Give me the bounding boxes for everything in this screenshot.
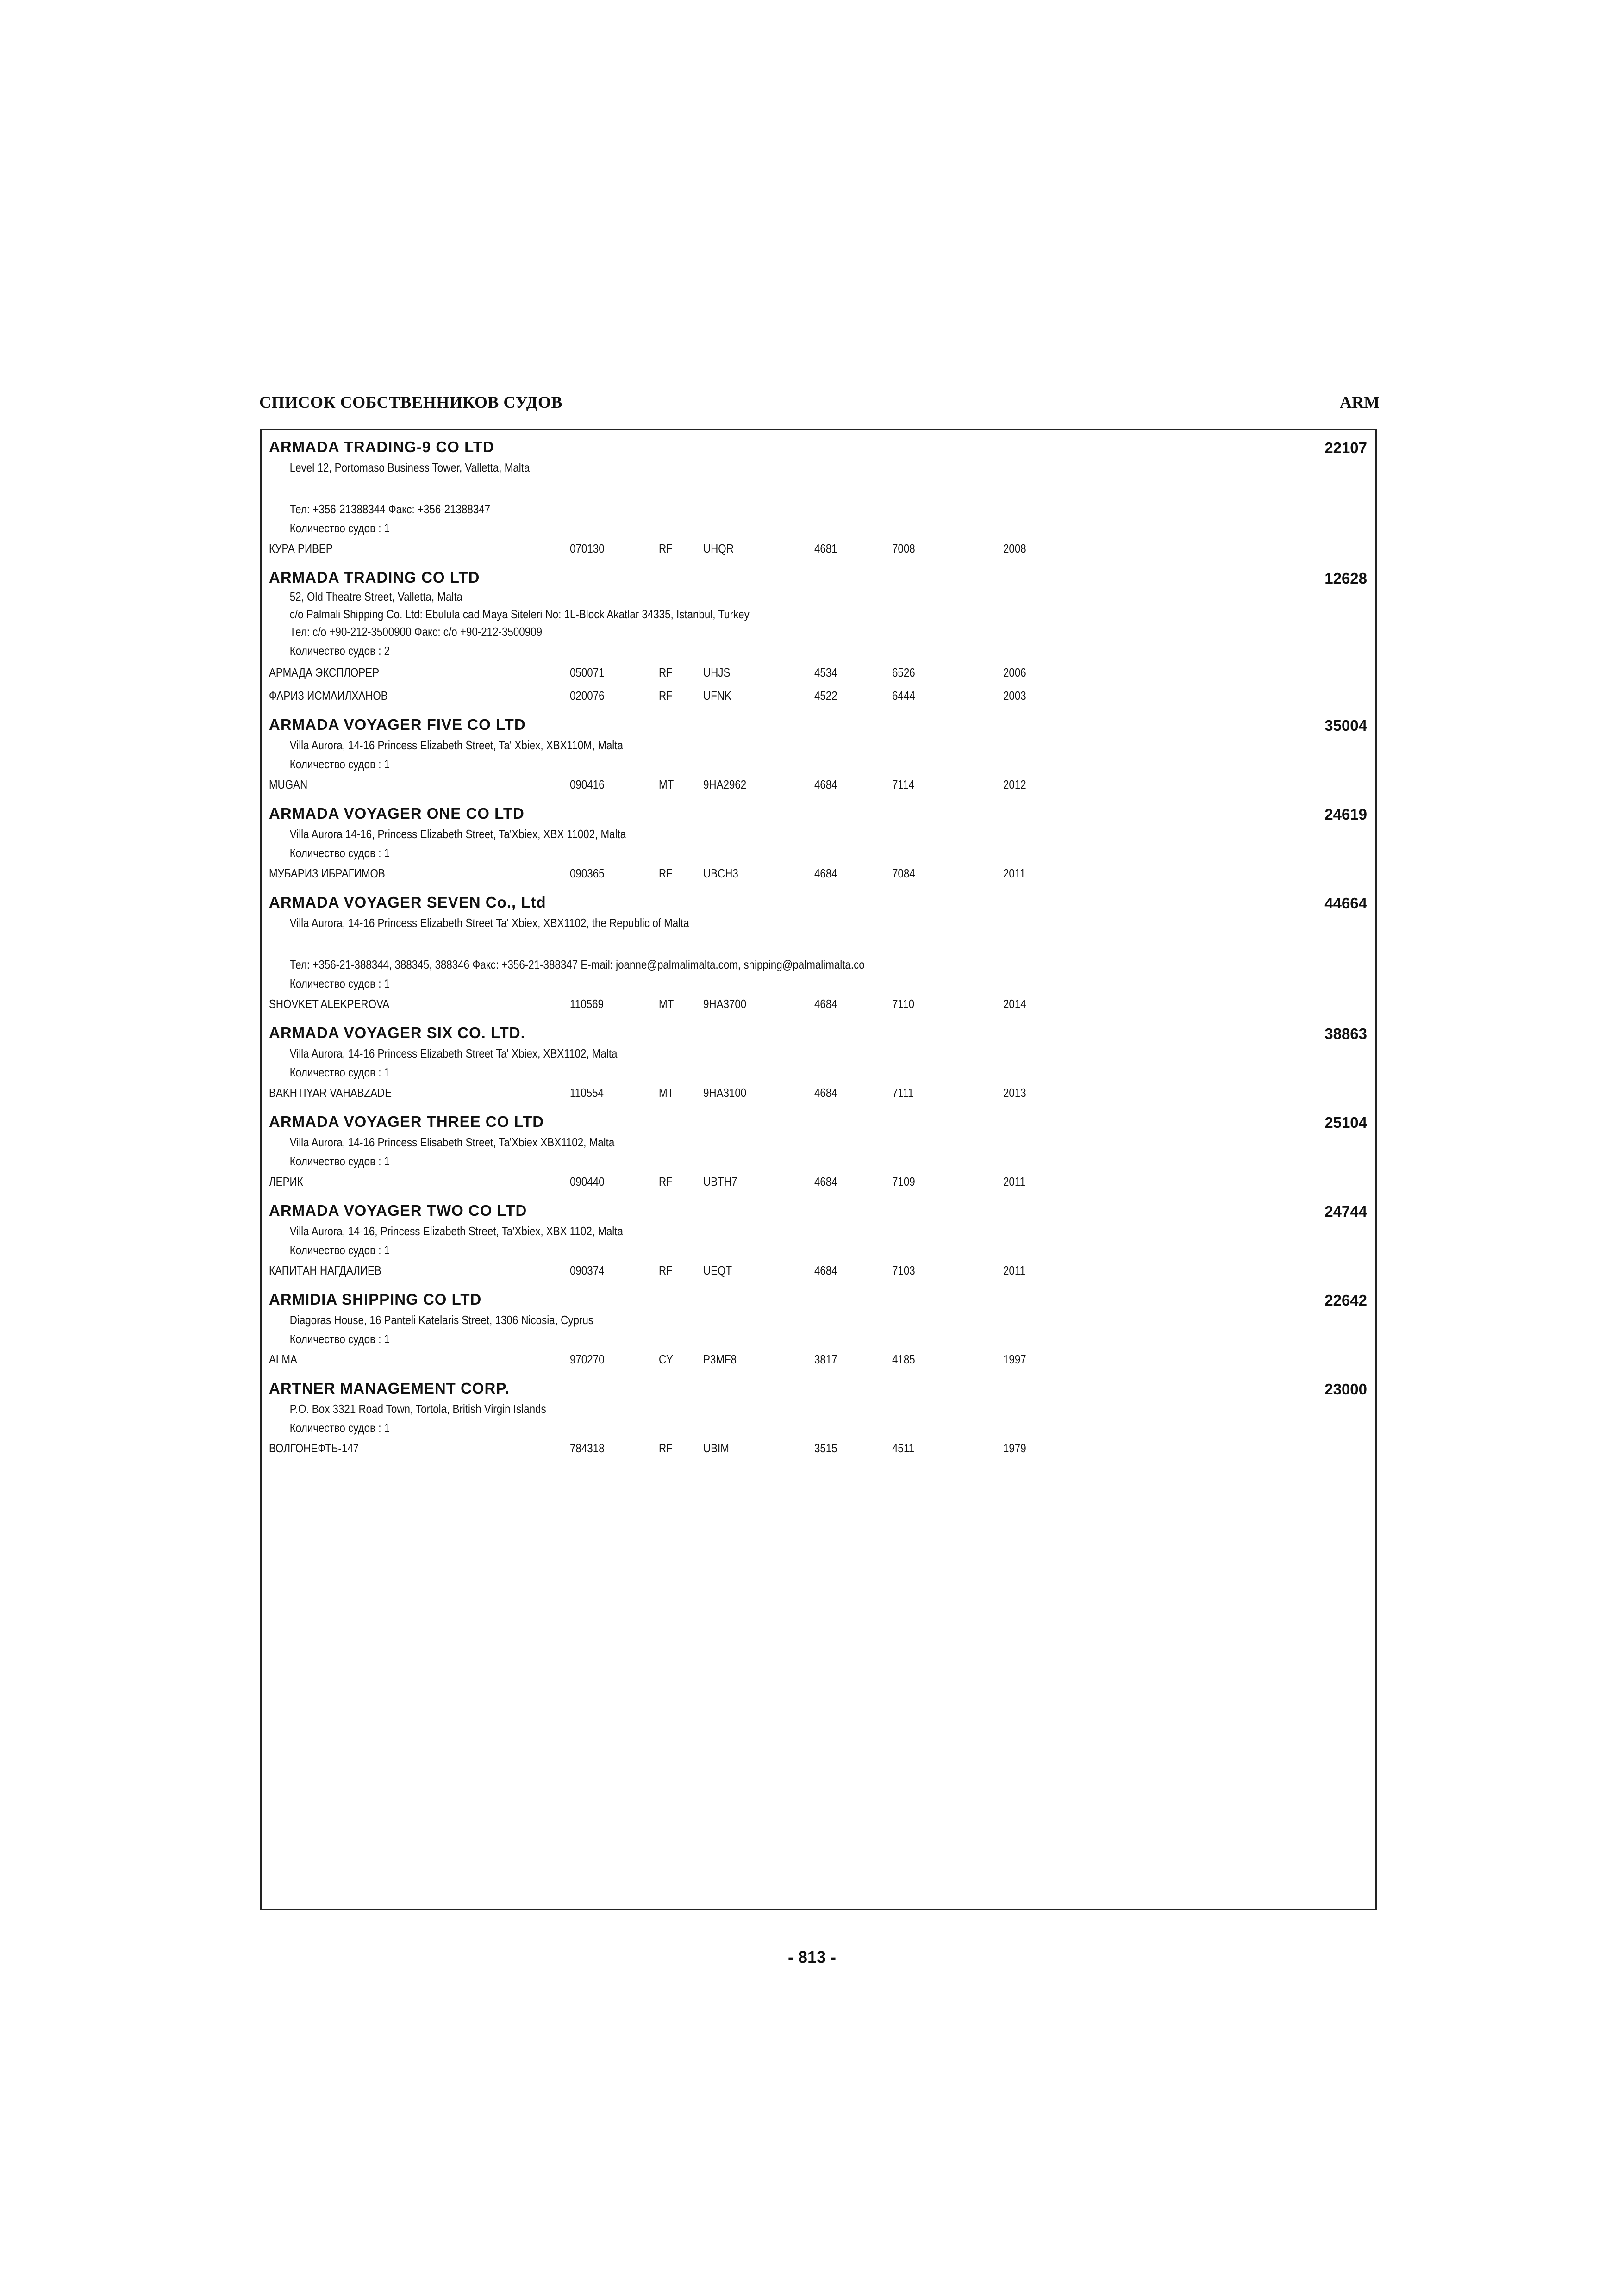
owner-name: ARMADA TRADING-9 CO LTD xyxy=(269,438,494,455)
vessel-gross-tonnage: 4684 xyxy=(814,1086,837,1100)
vessel-name: КАПИТАН НАГДАЛИЕВ xyxy=(269,1263,381,1277)
page-title: СПИСОК СОБСТВЕННИКОВ СУДОВ xyxy=(259,393,563,411)
vessel-reg-number: 070130 xyxy=(570,541,605,555)
vessel-name: ЛЕРИК xyxy=(269,1175,303,1188)
vessel-year: 2008 xyxy=(1003,541,1026,555)
vessel-row xyxy=(269,684,1375,708)
owner-entry xyxy=(262,1023,1375,1105)
vessel-gross-tonnage: 4684 xyxy=(814,778,837,791)
vessel-flag: MT xyxy=(659,997,674,1011)
owner-name: ARMADA VOYAGER ONE CO LTD xyxy=(269,805,525,822)
owner-id: 12628 xyxy=(1324,570,1367,587)
vessel-row xyxy=(269,1170,1375,1194)
vessel-gross-tonnage: 3817 xyxy=(814,1352,837,1366)
vessel-name: MUGAN xyxy=(269,778,308,791)
vessel-reg-number: 090374 xyxy=(570,1263,605,1277)
vessel-gross-tonnage: 4684 xyxy=(814,866,837,880)
vessel-deadweight: 6526 xyxy=(892,666,915,679)
page-header xyxy=(259,392,1380,420)
vessel-year: 2011 xyxy=(1003,1175,1026,1188)
vessel-row xyxy=(269,661,1375,684)
owner-list-frame xyxy=(260,429,1377,1910)
vessel-year: 1979 xyxy=(1003,1441,1026,1455)
vessel-deadweight: 4511 xyxy=(892,1441,915,1455)
vessel-flag: CY xyxy=(659,1352,674,1366)
vessel-count: Количество судов : 1 xyxy=(289,1065,390,1079)
owner-entry xyxy=(262,437,1375,561)
owner-entry xyxy=(262,1289,1375,1372)
vessel-name: МУБАРИЗ ИБРАГИМОВ xyxy=(269,866,385,880)
vessel-count: Количество судов : 1 xyxy=(289,1154,390,1168)
owner-id: 22642 xyxy=(1324,1292,1367,1309)
vessel-row xyxy=(269,992,1375,1016)
vessel-reg-number: 110554 xyxy=(570,1086,604,1100)
vessel-deadweight: 7110 xyxy=(892,997,915,1011)
vessel-count: Количество судов : 1 xyxy=(289,846,390,860)
owner-address: Villa Aurora, 14-16 Princess Elizabeth Street, Ta' Xbiex, XBX110M, Malta xyxy=(289,738,623,752)
vessel-count: Количество судов : 1 xyxy=(289,1243,390,1257)
vessel-name: BAKHTIYAR VAHABZADE xyxy=(269,1086,392,1100)
vessel-row xyxy=(269,537,1375,561)
owner-address: 52, Old Theatre Street, Valletta, Malta xyxy=(289,590,463,604)
owner-id: 44664 xyxy=(1324,895,1367,912)
vessel-year: 2006 xyxy=(1003,666,1026,679)
vessel-call-sign: 9HA3100 xyxy=(703,1086,747,1100)
vessel-gross-tonnage: 4534 xyxy=(814,666,837,679)
vessel-year: 2014 xyxy=(1003,997,1026,1011)
owner-id: 24744 xyxy=(1324,1203,1367,1220)
vessel-gross-tonnage: 4681 xyxy=(814,541,837,555)
vessel-count: Количество судов : 1 xyxy=(289,1332,390,1346)
owner-entry xyxy=(262,1378,1375,1461)
vessel-row xyxy=(269,1348,1375,1372)
vessel-call-sign: UBCH3 xyxy=(703,866,738,880)
owner-entry xyxy=(262,715,1375,797)
vessel-flag: RF xyxy=(659,1175,673,1188)
vessel-reg-number: 090416 xyxy=(570,778,605,791)
owner-name: ARTNER MANAGEMENT CORP. xyxy=(269,1380,510,1397)
vessel-flag: RF xyxy=(659,689,673,703)
vessel-count: Количество судов : 1 xyxy=(289,521,390,535)
vessel-deadweight: 7111 xyxy=(892,1086,914,1100)
vessel-deadweight: 6444 xyxy=(892,689,915,703)
vessel-deadweight: 4185 xyxy=(892,1352,915,1366)
vessel-name: ВОЛГОНЕФТЬ-147 xyxy=(269,1441,359,1455)
vessel-reg-number: 970270 xyxy=(570,1352,605,1366)
vessel-reg-number: 110569 xyxy=(570,997,604,1011)
vessel-name: КУРА РИВЕР xyxy=(269,541,333,555)
vessel-count: Количество судов : 2 xyxy=(289,644,390,658)
owner-entry xyxy=(262,892,1375,1016)
vessel-flag: MT xyxy=(659,778,674,791)
vessel-call-sign: UEQT xyxy=(703,1263,732,1277)
owner-entry xyxy=(262,803,1375,886)
vessel-call-sign: UHJS xyxy=(703,666,731,679)
owner-id: 23000 xyxy=(1324,1381,1367,1398)
owner-name: ARMADA VOYAGER TWO CO LTD xyxy=(269,1202,527,1219)
vessel-year: 2011 xyxy=(1003,1263,1026,1277)
vessel-flag: RF xyxy=(659,866,673,880)
owner-entry xyxy=(262,1112,1375,1194)
vessel-name: ALMA xyxy=(269,1352,297,1366)
owner-id: 25104 xyxy=(1324,1114,1367,1131)
owner-address: Villa Aurora, 14-16 Princess Elizabeth Street Ta' Xbiex, XBX1102, the Republic of Malta xyxy=(289,916,689,930)
vessel-call-sign: UFNK xyxy=(703,689,731,703)
vessel-gross-tonnage: 4684 xyxy=(814,1175,837,1188)
vessel-row xyxy=(269,1259,1375,1283)
vessel-year: 1997 xyxy=(1003,1352,1026,1366)
vessel-reg-number: 020076 xyxy=(570,689,605,703)
vessel-year: 2013 xyxy=(1003,1086,1026,1100)
owner-name: ARMADA VOYAGER SEVEN Co., Ltd xyxy=(269,894,546,911)
vessel-count: Количество судов : 1 xyxy=(289,1421,390,1435)
owner-name: ARMADA VOYAGER THREE CO LTD xyxy=(269,1113,544,1130)
owner-address-2: c/o Palmali Shipping Co. Ltd: Ebulula cad.Maya Siteleri No: 1L-Block Akatlar 34335, Istanbul, Turkey xyxy=(289,607,750,621)
vessel-name: SHOVKET ALEKPEROVA xyxy=(269,997,390,1011)
owner-address: Villa Aurora 14-16, Princess Elizabeth Street, Ta'Xbiex, XBX 11002, Malta xyxy=(289,827,626,841)
vessel-deadweight: 7114 xyxy=(892,778,915,791)
section-code: ARM xyxy=(1340,393,1380,411)
vessel-name: ФАРИЗ ИСМАИЛХАНОВ xyxy=(269,689,388,703)
vessel-deadweight: 7109 xyxy=(892,1175,915,1188)
vessel-year: 2003 xyxy=(1003,689,1026,703)
vessel-flag: RF xyxy=(659,541,673,555)
owner-name: ARMADA VOYAGER SIX CO. LTD. xyxy=(269,1024,525,1041)
owner-name: ARMIDIA SHIPPING CO LTD xyxy=(269,1291,482,1308)
owner-id: 35004 xyxy=(1324,717,1367,734)
owner-id: 24619 xyxy=(1324,806,1367,823)
vessel-row xyxy=(269,862,1375,886)
vessel-row xyxy=(269,1081,1375,1105)
vessel-row xyxy=(269,773,1375,797)
owner-id: 38863 xyxy=(1324,1025,1367,1042)
owner-address: Diagoras House, 16 Panteli Katelaris Street, 1306 Nicosia, Cyprus xyxy=(289,1313,593,1327)
vessel-call-sign: 9HA3700 xyxy=(703,997,747,1011)
vessel-flag: MT xyxy=(659,1086,674,1100)
vessel-deadweight: 7084 xyxy=(892,866,915,880)
owner-address: Villa Aurora, 14-16 Princess Elisabeth Street, Ta'Xbiex XBX1102, Malta xyxy=(289,1135,615,1149)
vessel-name: АРМАДА ЭКСПЛОРЕР xyxy=(269,666,380,679)
vessel-year: 2011 xyxy=(1003,866,1026,880)
vessel-gross-tonnage: 4684 xyxy=(814,997,837,1011)
vessel-deadweight: 7008 xyxy=(892,541,915,555)
vessel-call-sign: UBIM xyxy=(703,1441,729,1455)
vessel-flag: RF xyxy=(659,1441,673,1455)
page-number: - 813 - xyxy=(787,1948,837,1966)
vessel-reg-number: 050071 xyxy=(570,666,605,679)
owner-address: P.O. Box 3321 Road Town, Tortola, British Virgin Islands xyxy=(289,1402,546,1416)
vessel-row xyxy=(269,1437,1375,1461)
vessel-year: 2012 xyxy=(1003,778,1026,791)
vessel-call-sign: P3MF8 xyxy=(703,1352,737,1366)
vessel-reg-number: 784318 xyxy=(570,1441,605,1455)
vessel-count: Количество судов : 1 xyxy=(289,977,390,990)
owner-entry xyxy=(262,1201,1375,1283)
vessel-call-sign: UHQR xyxy=(703,541,734,555)
owner-address: Level 12, Portomaso Business Tower, Valletta, Malta xyxy=(289,460,530,474)
owner-address: Villa Aurora, 14-16, Princess Elizabeth Street, Ta'Xbiex, XBX 1102, Malta xyxy=(289,1224,623,1238)
owner-list xyxy=(262,430,1375,1461)
vessel-gross-tonnage: 4522 xyxy=(814,689,837,703)
vessel-call-sign: UBTH7 xyxy=(703,1175,737,1188)
vessel-reg-number: 090365 xyxy=(570,866,605,880)
owner-contact: Тел: c/o +90-212-3500900 Факс: c/o +90-212-3500909 xyxy=(289,625,543,639)
owner-id: 22107 xyxy=(1324,439,1367,456)
vessel-call-sign: 9HA2962 xyxy=(703,778,747,791)
owner-address: Villa Aurora, 14-16 Princess Elizabeth Street Ta' Xbiex, XBX1102, Malta xyxy=(289,1046,618,1060)
owner-name: ARMADA TRADING CO LTD xyxy=(269,569,480,586)
vessel-flag: RF xyxy=(659,1263,673,1277)
vessel-flag: RF xyxy=(659,666,673,679)
owner-contact: Тел: +356-21388344 Факс: +356-21388347 xyxy=(289,502,491,516)
vessel-count: Количество судов : 1 xyxy=(289,757,390,771)
owner-contact: Тел: +356-21-388344, 388345, 388346 Факс: +356-21-388347 E-mail: joanne@palmalimalta.com, shipping@palmalimalta.co xyxy=(289,958,865,971)
vessel-deadweight: 7103 xyxy=(892,1263,915,1277)
vessel-gross-tonnage: 3515 xyxy=(814,1441,837,1455)
vessel-gross-tonnage: 4684 xyxy=(814,1263,837,1277)
owner-name: ARMADA VOYAGER FIVE CO LTD xyxy=(269,716,526,733)
vessel-reg-number: 090440 xyxy=(570,1175,605,1188)
owner-entry xyxy=(262,567,1375,708)
